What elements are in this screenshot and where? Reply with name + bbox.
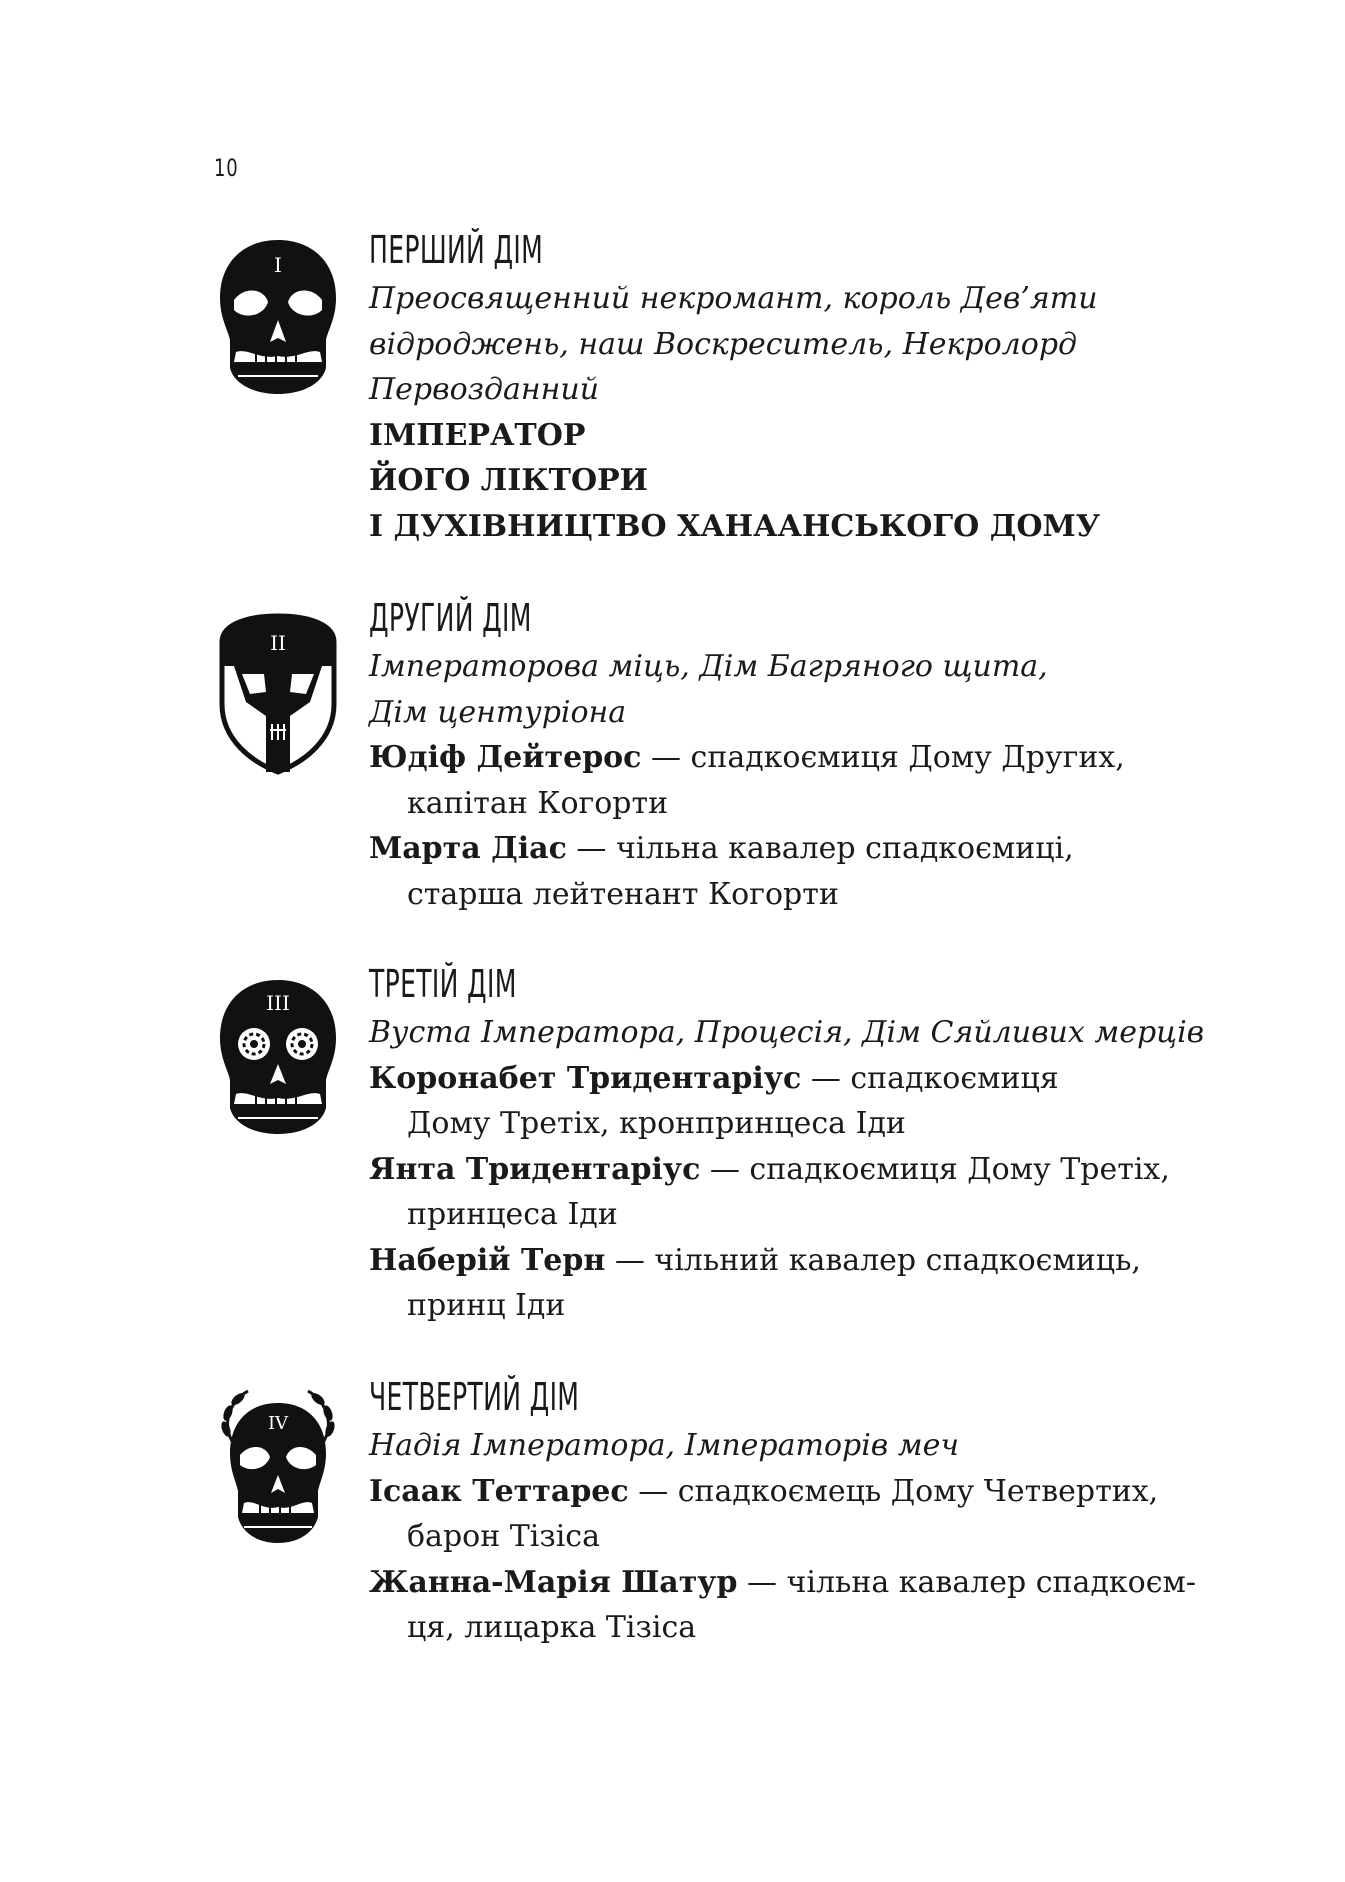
fourth-house-numeral: IV bbox=[267, 1413, 289, 1434]
member-role-continued: ця, лицарка Тізіса bbox=[407, 1610, 697, 1645]
fourth-house-body bbox=[369, 1375, 1209, 1651]
member-entry bbox=[369, 1056, 1209, 1102]
emperor-line: ІМПЕРАТОР bbox=[369, 417, 586, 453]
fourth-house-laurel-skull-icon bbox=[214, 1385, 342, 1550]
member-role-continued: барон Тізіса bbox=[407, 1519, 600, 1554]
house-title: ДРУГИЙ ДІМ bbox=[369, 596, 532, 640]
epithet-line: Дім центуріона bbox=[369, 694, 627, 730]
member-name: Юдіф Дейтерос bbox=[369, 740, 642, 775]
house-title: ПЕРШИЙ ДІМ bbox=[369, 228, 544, 272]
second-house-helmet-icon bbox=[214, 612, 342, 777]
member-entry bbox=[369, 826, 1209, 872]
member-role-continued: старша лейтенант Когорти bbox=[407, 876, 839, 912]
member-entry bbox=[369, 1560, 1209, 1606]
third-house-body bbox=[369, 962, 1209, 1329]
member-role-continued: капітан Когорти bbox=[407, 785, 669, 821]
member-name: Марта Діас bbox=[369, 831, 567, 866]
member-name: Наберій Терн bbox=[369, 1242, 606, 1278]
member-role: — спадкоємиця bbox=[801, 1060, 1059, 1096]
member-role-continued: принцеса Іди bbox=[407, 1197, 618, 1232]
member-entry bbox=[369, 735, 1209, 781]
epithet-line: Вуста Імператора, Процесія, Дім Сяйливих мерців bbox=[369, 1015, 1205, 1050]
lictors-line: ЙОГО ЛІКТОРИ bbox=[369, 463, 648, 498]
member-role: — спадкоємиця Дому Третіх, bbox=[700, 1151, 1170, 1187]
member-role: — спадкоємиця Дому Других, bbox=[641, 740, 1125, 775]
epithet-line: Імператорова міць, Дім Багряного щита, bbox=[369, 649, 1048, 684]
member-entry bbox=[369, 1469, 1209, 1515]
clergy-line: І ДУХІВНИЦТВО ХАНААНСЬКОГО ДОМУ bbox=[369, 508, 1101, 544]
first-house-numeral: I bbox=[274, 253, 282, 277]
member-name: Жанна-Марія Шатур bbox=[369, 1564, 738, 1600]
epithet-line: відроджень, наш Воскреситель, Некролорд bbox=[369, 326, 1078, 362]
epithet-line: Преосвященний некромант, король Дев’яти bbox=[369, 281, 1098, 316]
member-name: Ісаак Теттарес bbox=[369, 1473, 629, 1509]
first-house-body bbox=[369, 228, 1209, 549]
member-role-continued: принц Іди bbox=[407, 1288, 566, 1323]
second-house-body bbox=[369, 596, 1209, 917]
second-house-numeral: II bbox=[270, 631, 286, 655]
third-house-numeral: III bbox=[266, 991, 290, 1015]
member-entry bbox=[369, 1238, 1209, 1284]
member-role: — чільна кавалер спадкоєм- bbox=[737, 1564, 1196, 1600]
house-title: ТРЕТІЙ ДІМ bbox=[369, 962, 517, 1006]
epithet-line: Надія Імператора, Імператорів меч bbox=[369, 1428, 960, 1463]
member-name: Коронабет Тридентаріус bbox=[369, 1060, 802, 1096]
epithet-line: Первозданний bbox=[369, 372, 600, 407]
member-entry bbox=[369, 1147, 1209, 1193]
third-house-skull-icon bbox=[214, 976, 342, 1141]
member-name: Янта Тридентаріус bbox=[369, 1151, 701, 1187]
page-number: 10 bbox=[214, 154, 239, 182]
member-role-continued: Дому Третіх, кронпринцеса Іди bbox=[407, 1106, 906, 1141]
first-house-skull-icon bbox=[214, 236, 342, 401]
house-title: ЧЕТВЕРТИЙ ДІМ bbox=[369, 1375, 580, 1419]
member-role: — чільна кавалер спадкоємиці, bbox=[566, 831, 1074, 866]
member-role: — спадкоємець Дому Четвертих, bbox=[628, 1473, 1159, 1509]
member-role: — чільний кавалер спадкоємиць, bbox=[605, 1242, 1141, 1278]
